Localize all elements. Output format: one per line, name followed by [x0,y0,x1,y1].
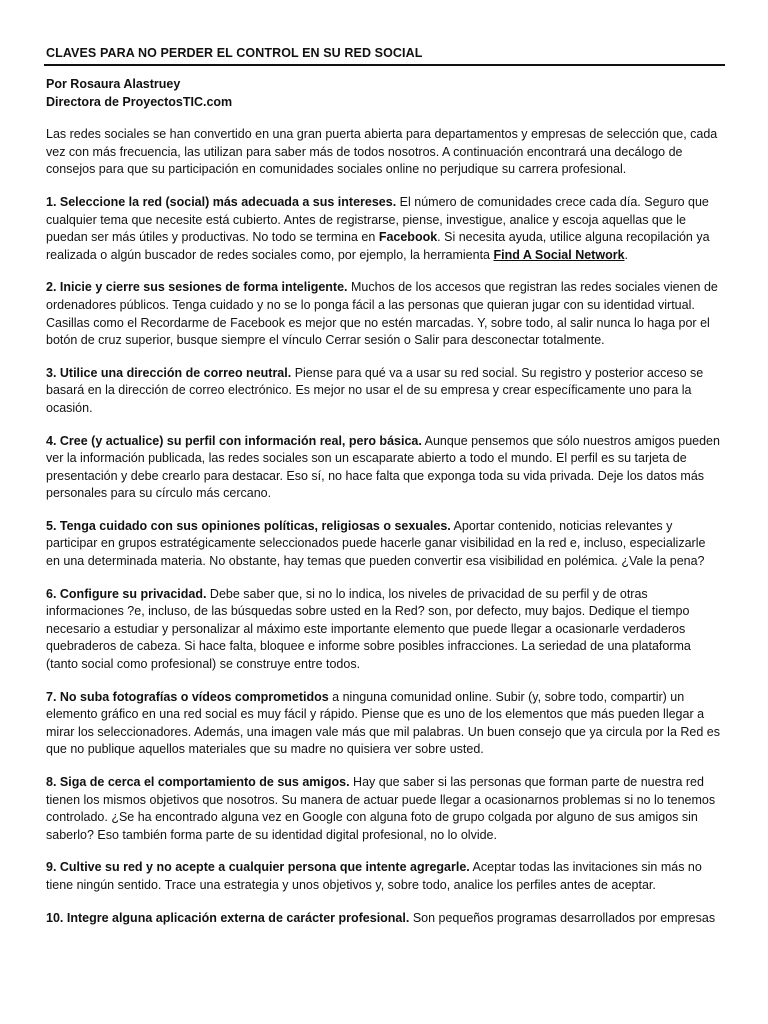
tip-2-heading: 2. Inicie y cierre sus sesiones de forma inteligente. [46,280,348,295]
author-name: Por Rosaura Alastruey [46,77,181,91]
facebook-mention: Facebook [378,230,438,245]
tip-3-heading: 3. Utilice una dirección de correo neutral. [46,365,292,380]
title-rule [44,64,725,66]
tip-3-text: Piense para qué va a usar su red social. Su registro y posterior acceso se basará en la dirección de correo electrónico. Es mejor no usar el de su empresa y crear específicamente uno para la ocasión. [46,365,704,415]
tip-7-heading: 7. No suba fotografías o vídeos comprometidos [46,689,329,704]
tip-10 [46,910,722,928]
tip-7 [46,689,722,759]
tip-10-text: Son pequeños programas desarrollados por empresas [409,910,716,925]
tip-8 [46,774,722,844]
tip-3 [46,365,722,418]
tip-6-heading: 6. Configure su privacidad. [46,586,207,601]
tip-5-heading: 5. Tenga cuidado con sus opiniones políticas, religiosas o sexuales. [46,518,451,533]
tip-9-heading: 9. Cultive su red y no acepte a cualquier persona que intente agregarle. [46,860,470,875]
tip-5-text: Aportar contenido, noticias relevantes y participar en grupos estratégicamente seleccionados puede hacerle ganar visibilidad en la red e, incluso, especializarle en una determinada materia. No obstante, hay temas que pueden convertir esa visibilidad en polémica. ¿Vale la pena? [46,518,706,569]
tip-10-heading: 10. Integre alguna aplicación externa de carácter profesional. [46,910,410,925]
document-title: CLAVES PARA NO PERDER EL CONTROL EN SU RED SOCIAL [46,46,423,60]
tip-8-text: Hay que saber si las personas que forman parte de nuestra red tienen los mismos objetivos que nosotros. Su manera de actuar puede llegar a ocasionarnos problemas si no lo tenemos controlado. ¿Se ha encontrado alguna vez en Google con alguna foto de grupo colgada por alguno de sus amigos sin saberlo? Eso también forma parte de su identidad digital profesional, no lo olvide. [46,775,716,842]
author-role: Directora de ProyectosTIC.com [46,94,233,109]
tip-8-heading: 8. Siga de cerca el comportamiento de sus amigos. [46,775,350,789]
tip-6-text: Debe saber que, si no lo indica, los niveles de privacidad de su perfil y de otras informaciones ?e, incluso, de las búsquedas sobre usted en la Red? son, por defecto, muy bajos. Dedique el tiempo necesario a estudiar y personalizar al máximo este importante elemento que puede llegar a ocasionarle verdaderos quebraderos de cabeza. Si hace falta, bloquee e informe sobre posibles infracciones. La seriedad de una plataforma (tanto social como profesional) se construye entre todos. [46,586,691,672]
tip-9 [46,859,722,894]
tip-4-text: Aunque pensemos que sólo nuestros amigos pueden ver la información publicada, las redes sociales son un escaparate abierto a todo el mundo. El perfil es su tarjeta de presentación y debe crearlo para destacar. Eso sí, no hace falta que exponga toda su vida privada. Deje los datos más personales para su círculo más cercano. [46,433,720,501]
tip-1-text-b: . Si necesita ayuda, utilice alguna recopilación ya realizada o algún buscador de redes sociales como, por ejemplo, la herramienta [46,230,710,262]
tip-4 [46,433,722,503]
tip-1-text-a: El número de comunidades crece cada día. Seguro que cualquier tema que necesite está cubierto. Antes de registrarse, piense, investigue, analice y escoja aquellas que le puedan ser más útiles y productivas. No todo se termina en [46,194,709,245]
tip-1-text-c: . [624,247,629,262]
tip-1 [46,194,722,264]
tip-9-text: Aceptar todas las invitaciones sin más no tiene ningún sentido. Trace una estrategia y unos objetivos y, sobre todo, analice los perfiles antes de aceptar. [46,860,702,892]
tip-7-text: a ninguna comunidad online. Subir (y, sobre todo, compartir) un elemento gráfico en una red social es muy fácil y rápido. Piense que es uno de los elementos que más pueden llegar a mirar los seleccionadores. Además, una imagen vale más que mil palabras. Un buen consejo que ya circula por la Red es que no publique aquellos materiales que su madre no quisiera ver sobre usted. [46,689,720,757]
tip-2 [46,279,722,349]
document-body [46,76,722,927]
tip-6 [46,586,722,674]
author-block [46,76,722,111]
tip-2-text: Muchos de los accesos que registran las redes sociales vienen de ordenadores públicos. Tenga cuidado y no se lo ponga fácil a las personas que quieran jugar con su identidad virtual. Casillas como el Recordarme de Facebook es mejor que no estén marcadas. Y, sobre todo, al salir nunca lo haga por el botón de cruz superior, busque siempre el vínculo Cerrar sesión o Salir para desconectar totalmente. [46,280,718,348]
tip-4-heading: 4. Cree (y actualice) su perfil con información real, pero básica. [46,433,422,448]
intro-paragraph: Las redes sociales se han convertido en una gran puerta abierta para departamentos y empresas de selección que, cada vez con más frecuencia, las utilizan para saber más de todos nosotros. A continuación encontrará una decálogo de consejos para que su participación en comunidades sociales online no perjudique su carrera profesional. [46,127,718,177]
tip-5 [46,518,722,571]
find-a-social-network-link[interactable]: Find A Social Network [493,247,625,262]
tip-1-heading: 1. Seleccione la red (social) más adecuada a sus intereses. [46,194,397,209]
